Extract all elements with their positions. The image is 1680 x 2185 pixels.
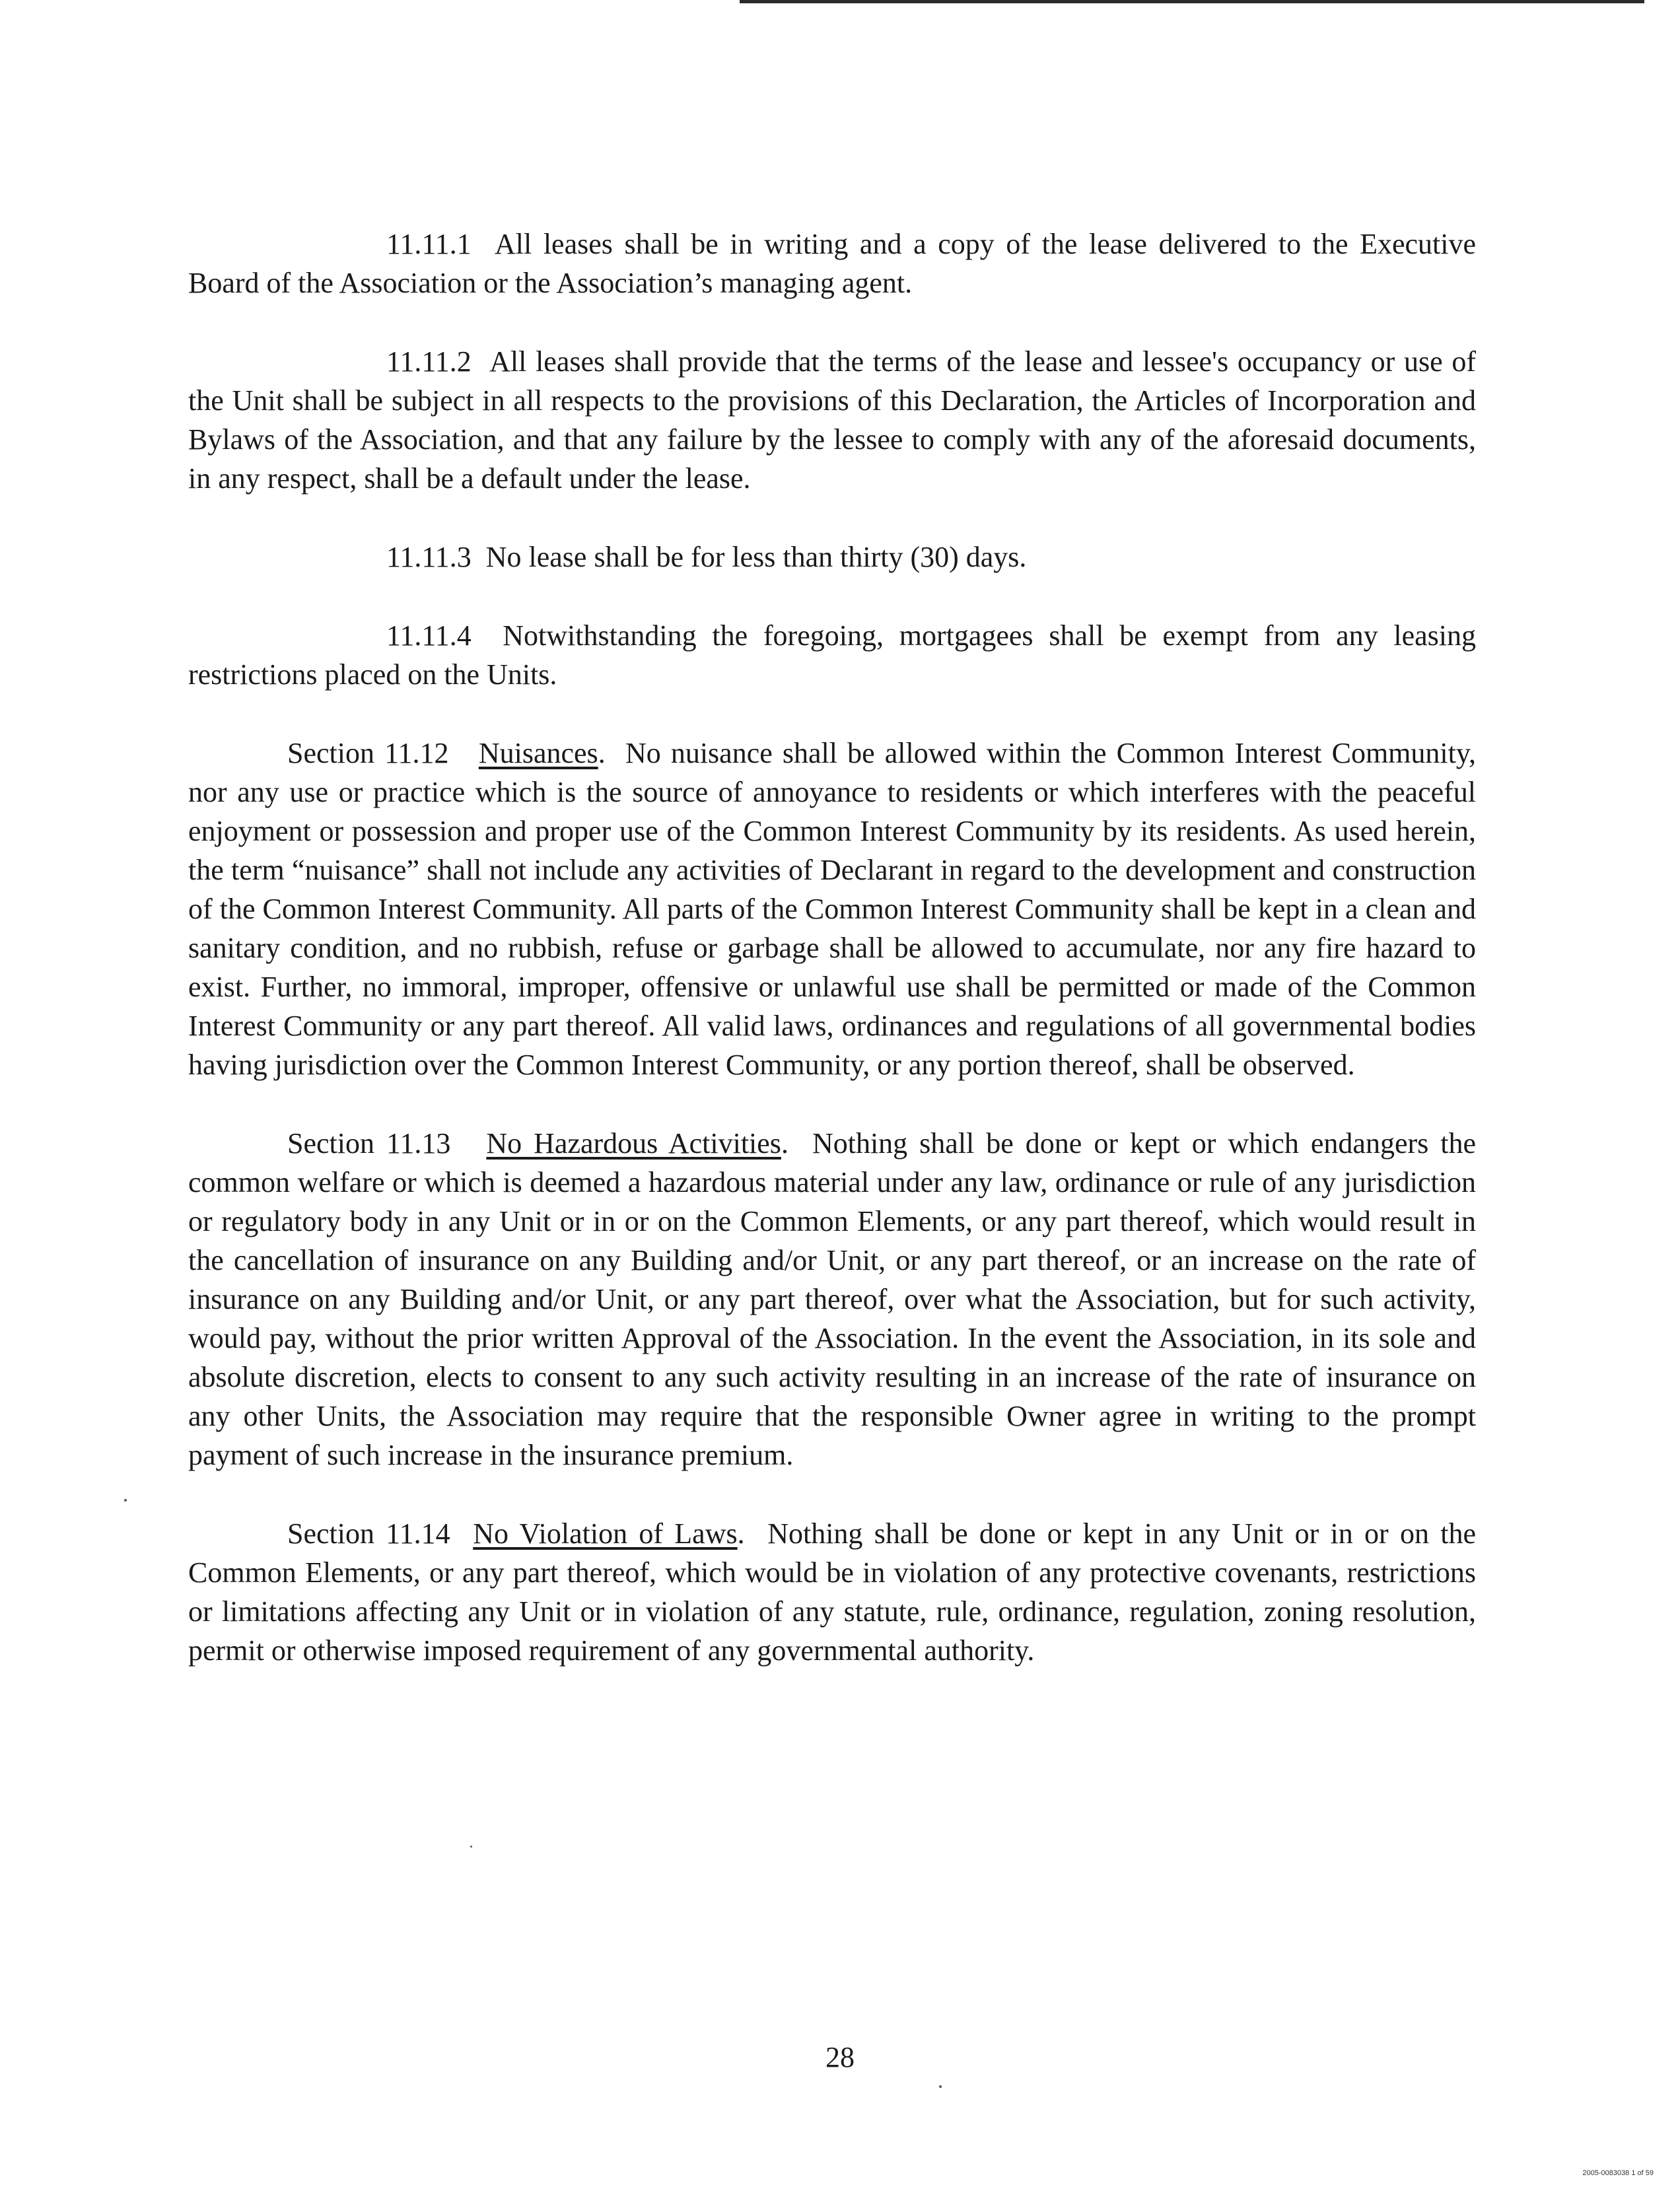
subsection-number: 11.11.2	[386, 345, 472, 378]
section-text: Nothing shall be done or kept or which endangers the common welfare or which is deemed a hazardous material under any law, ordinance or rule of any jurisdiction or regulatory body in any Unit or in or on the Common Elements, or any part thereof, which would result in the cancellation of insurance on any Building and/or Unit, or any part thereof, or an increase on the rate of insurance on any Building and/or Unit, or any part thereof, over what the Association, but for such activity, would pay, without the prior written Approval of the Association. In the event the Association, in its sole and absolute discretion, elects to consent to any such activity resulting in an increase of the rate of insurance on any other Units, the Association may require that the responsible Owner agree in writing to the prompt payment of such increase in the insurance premium.	[188, 1127, 1477, 1471]
section-title: Nuisances	[478, 737, 598, 769]
subsection-number: 11.11.1	[386, 228, 472, 260]
section-label: Section 11.14	[287, 1517, 450, 1550]
section-title: No Violation of Laws	[473, 1517, 738, 1550]
scan-speck	[470, 1846, 472, 1848]
scan-speck	[124, 1499, 127, 1502]
page-number: 28	[825, 2041, 855, 2073]
subsection-text: No lease shall be for less than thirty (30) days.	[485, 541, 1027, 573]
subsection-11-11-4	[188, 616, 1476, 694]
section-11-12: Section 11.12 Nuisances. No nuisance shall be allowed within the Common Interest Community, nor any use or practice which is the source of annoyance to residents or which interferes with the peaceful enjoyment or possession and proper use of the Common Interest Community by its residents. As used herein, the term “nuisance” shall not include any activities of Declarant in regard to the development and construction of the Common Interest Community. All parts of the Common Interest Community shall be kept in a clean and sanitary condition, and no rubbish, refuse or garbage shall be allowed to accumulate, nor any fire hazard to exist. Further, no immoral, improper, offensive or unlawful use shall be permitted or made of the Common Interest Community or any part thereof. All valid laws, ordinances and regulations of all governmental bodies having jurisdiction over the Common Interest Community, or any portion thereof, shall be observed.	[188, 737, 1476, 1081]
subsection-number: 11.11.4	[386, 619, 472, 652]
subsection-text: Notwithstanding the foregoing, mortgagees shall be exempt from any leasing restrictions placed on the Units.	[188, 619, 1477, 691]
section-text: Nothing shall be done or kept in any Unit or in or on the Common Elements, or any part thereof, which would be in violation of any protective covenants, restrictions or limitations affecting any Unit or in violation of any statute, rule, ordinance, regulation, zoning resolution, permit or otherwise imposed requirement of any governmental authority.	[188, 1517, 1477, 1667]
subsection-text: All leases shall provide that the terms of the lease and lessee's occupancy or use of the Unit shall be subject in all respects to the provisions of this Declaration, the Articles of Incorporation and Bylaws of the Association, and that any failure by the lessee to comply with any of the aforesaid documents, in any respect, shall be a default under the lease.	[188, 345, 1476, 495]
document-body	[188, 225, 1476, 1670]
section-11-13: Section 11.13 No Hazardous Activities. Nothing shall be done or kept or which endangers the common welfare or which is deemed a hazardous material under any law, ordinance or rule of any jurisdiction or regulatory body in any Unit or in or on the Common Elements, or any part thereof, which would result in the cancellation of insurance on any Building and/or Unit, or any part thereof, or an increase on the rate of insurance on any Building and/or Unit, or any part thereof, over what the Association, but for such activity, would pay, without the prior written Approval of the Association. In the event the Association, in its sole and absolute discretion, elects to consent to any such activity resulting in an increase of the rate of insurance on any other Units, the Association may require that the responsible Owner agree in writing to the prompt payment of such increase in the insurance premium.	[188, 1127, 1477, 1471]
subsection-text: All leases shall be in writing and a copy of the lease delivered to the Executive Board of the Association or the Association’s managing agent.	[188, 228, 1477, 299]
subsection-number: 11.11.3	[386, 541, 472, 573]
footer-document-id: 2005-0083038 1 of 59	[1582, 2169, 1654, 2177]
section-11-14: Section 11.14 No Violation of Laws. Nothing shall be done or kept in any Unit or in or on the Common Elements, or any part thereof, which would be in violation of any protective covenants, restrictions or limitations affecting any Unit or in violation of any statute, rule, ordinance, regulation, zoning resolution, permit or otherwise imposed requirement of any governmental authority.	[188, 1517, 1477, 1667]
subsection-11-11-3	[188, 538, 1476, 576]
scan-speck	[939, 2085, 942, 2088]
subsection-11-11-1	[188, 225, 1476, 302]
section-title: No Hazardous Activities	[486, 1127, 781, 1160]
subsection-11-11-2	[188, 342, 1476, 498]
section-label: Section 11.13	[287, 1127, 451, 1160]
top-rule	[740, 0, 1644, 3]
section-text: No nuisance shall be allowed within the Common Interest Community, nor any use or practice which is the source of annoyance to residents or which interferes with the peaceful enjoyment or possession and proper use of the Common Interest Community by its residents. As used herein, the term “nuisance” shall not include any activities of Declarant in regard to the development and construction of the Common Interest Community. All parts of the Common Interest Community shall be kept in a clean and sanitary condition, and no rubbish, refuse or garbage shall be allowed to accumulate, nor any fire hazard to exist. Further, no immoral, improper, offensive or unlawful use shall be permitted or made of the Common Interest Community or any part thereof. All valid laws, ordinances and regulations of all governmental bodies having jurisdiction over the Common Interest Community, or any portion thereof, shall be observed.	[188, 737, 1476, 1081]
section-label: Section 11.12	[287, 737, 449, 769]
